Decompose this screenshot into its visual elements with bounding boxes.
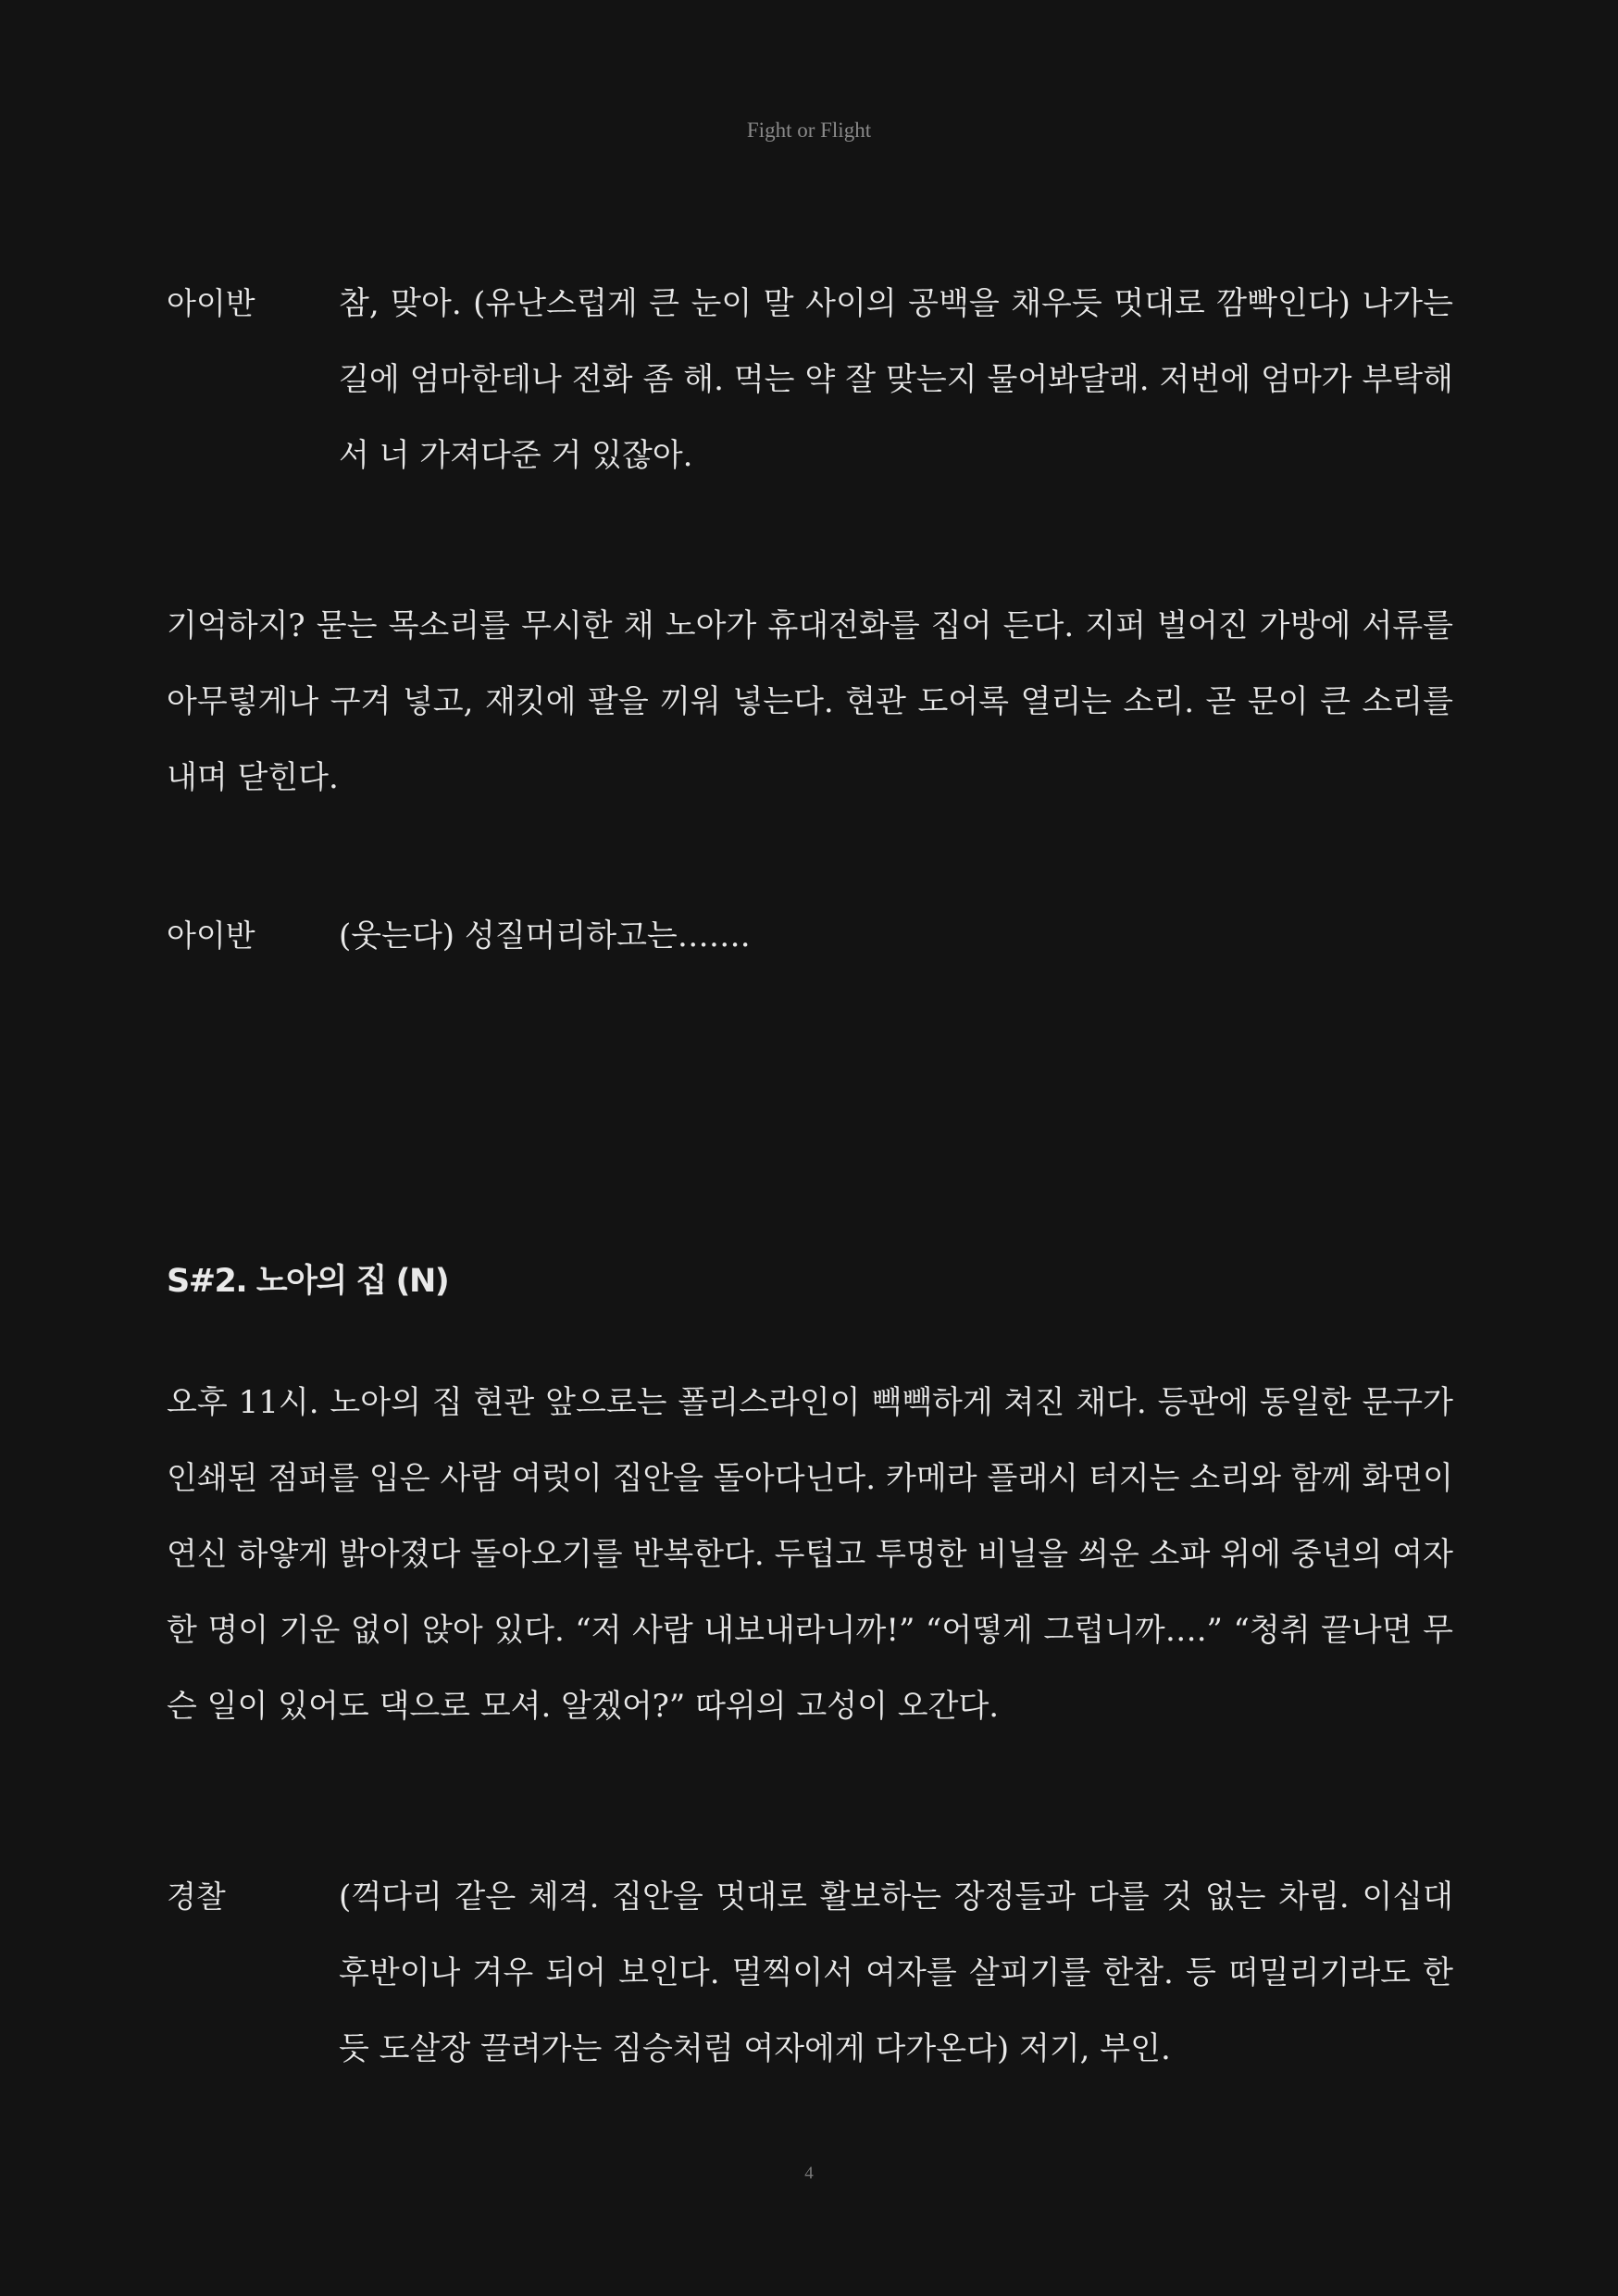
action-paragraph-2: 오후 11시. 노아의 집 현관 앞으로는 폴리스라인이 빽빽하게 쳐진 채다. 등판에 동일한 문구가 인쇄된 점퍼를 입은 사람 여럿이 집안을 돌아다닌다. 카메라 플래시 터지는 소리와 함께 화면이 연신 하얗게 밝아졌다 돌아오기를 반복한다. 두텁고 투명한 비닐을 씌운 소파 위에 중년의 여자 한 명이 기운 없이 앉아 있다. “저 사람 내보내라니까!” “어떻게 그럽니까….” “청취 끝나면 무슨 일이 있어도 댁으로 모셔. 알겠어?” 따위의 고성이 오간다. [167, 1384, 1453, 1725]
dialogue-block-2 [167, 898, 1453, 974]
character-name: 아이반 [167, 285, 255, 321]
running-header: Fight or Flight [746, 119, 872, 142]
dialogue-text: 참, 맞아. (유난스럽게 큰 눈이 말 사이의 공백을 채우듯 멋대로 깜빡인다) 나가는 길에 엄마한테나 전화 좀 해. 먹는 약 잘 맞는지 물어봐달래. 저번에 엄마가 부탁해서 너 가져다준 거 있잖아. [339, 285, 1453, 474]
dialogue-text: (웃는다) 성질머리하고는……. [339, 917, 751, 955]
dialogue-block-1 [167, 266, 1453, 493]
page-number: 4 [804, 2164, 814, 2183]
character-name: 경찰 [167, 1878, 226, 1915]
scene-heading: S#2. 노아의 집 (N) [167, 1263, 449, 1300]
dialogue-text: (꺽다리 같은 체격. 집안을 멋대로 활보하는 장정들과 다를 것 없는 차림. 이십대 후반이나 겨우 되어 보인다. 멀찍이서 여자를 살피기를 한참. 등 떠밀리기라도 한 듯 도살장 끌려가는 짐승처럼 여자에게 다가온다) 저기, 부인. [339, 1878, 1453, 2067]
dialogue-block-3 [167, 1859, 1453, 2087]
action-paragraph-1: 기억하지? 묻는 목소리를 무시한 채 노아가 휴대전화를 집어 든다. 지퍼 벌어진 가방에 서류를 아무렇게나 구겨 넣고, 재킷에 팔을 끼워 넣는다. 현관 도어록 열리는 소리. 곧 문이 큰 소리를 내며 닫힌다. [167, 607, 1453, 796]
character-name: 아이반 [167, 917, 255, 954]
